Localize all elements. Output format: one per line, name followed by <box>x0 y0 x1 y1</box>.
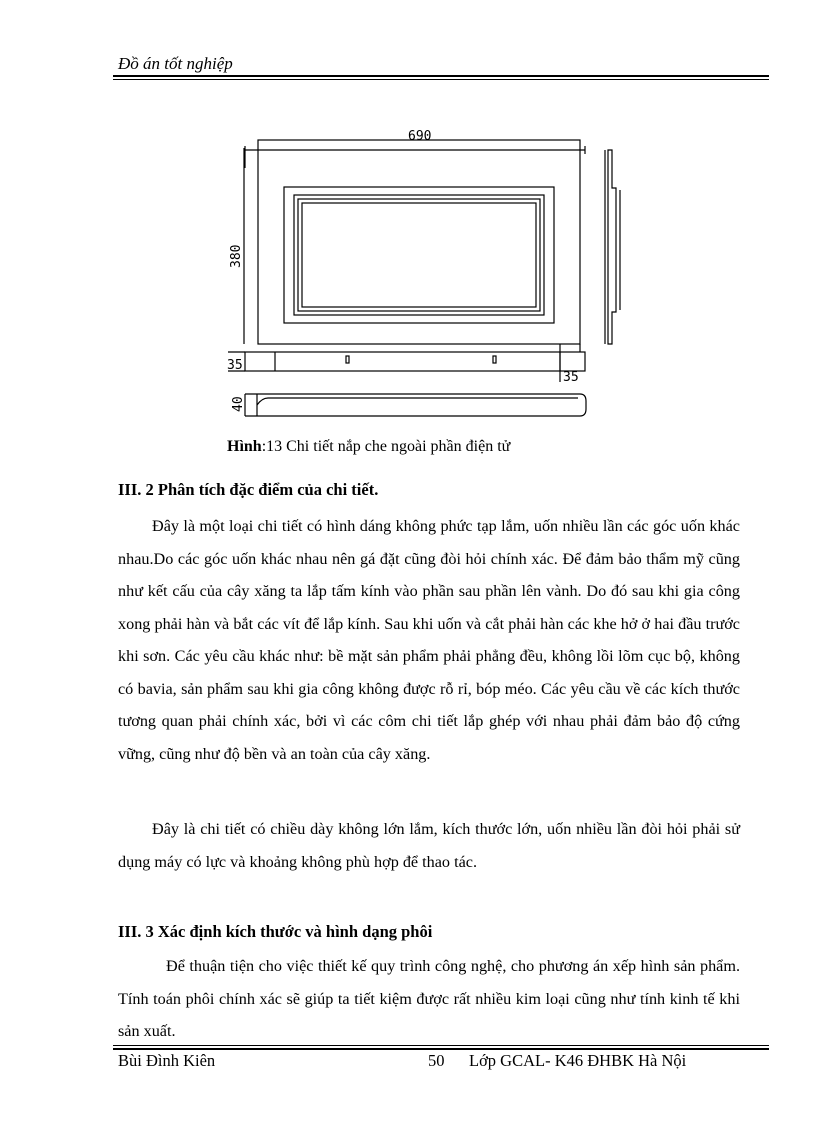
dimension-label-right-35: 35 <box>563 370 579 385</box>
caption-text: :13 Chi tiết nắp che ngoài phần điện tử <box>261 438 511 455</box>
header-rule-thick <box>113 75 769 77</box>
screw-slot-right <box>493 356 496 363</box>
section-3-heading: III. 3 Xác định kích thước và hình dạng phôi <box>118 922 433 941</box>
screw-slot-left <box>346 356 349 363</box>
header-title: Đồ án tốt nghiệp <box>118 54 233 73</box>
dimension-label-height: 380 <box>229 244 244 268</box>
outer-panel-outline <box>258 140 580 344</box>
footer-rule-thin <box>113 1045 769 1046</box>
dimension-label-left-35: 35 <box>227 358 243 373</box>
section-2-heading: III. 2 Phân tích đặc điểm của chi tiết. <box>118 480 379 499</box>
bottom-rail <box>245 352 585 371</box>
raised-frame-inner <box>298 199 540 311</box>
footer-page-number: 50 <box>428 1051 445 1070</box>
section-3-paragraph-1: Để thuận tiện cho việc thiết kế quy trình công nghệ, cho phương án xếp hình sản phẩm. Tính toán phôi chính xác sẽ giúp ta tiết kiệm được rất nhiều kim loại cũng như tính kinh tế khi sản xuất. <box>118 957 740 1040</box>
section-2-paragraph-2: Đây là chi tiết có chiều dày không lớn lắm, kích thước lớn, uốn nhiều lần đòi hỏi phải sử dụng máy có lực và khoảng không phù hợp để thao tác. <box>118 820 740 871</box>
figure-caption <box>227 438 510 456</box>
footer-class-info: Lớp GCAL- K46 ĐHBK Hà Nội <box>469 1051 687 1070</box>
window-opening <box>302 203 536 307</box>
dimension-label-width: 690 <box>408 129 432 144</box>
section-2-paragraph-1: Đây là một loại chi tiết có hình dáng không phức tạp lắm, uốn nhiều lần các góc uốn khác nhau.Do các góc uốn khác nhau nên gá đặt cũng đòi hỏi chính xác. Để đảm bảo thẩm mỹ cũng như kết cấu của cây xăng ta lắp tấm kính vào phần sau phần lên vành. Do đó sau khi gia công xong phải hàn và bắt các vít để lắp kính. Sau khi uốn và cắt phải hàn các khe hở ở hai đầu trước khi sơn. Các yêu cầu khác như: bề mặt sản phẩm phải phẳng đều, không lồi lõm cục bộ, không có bavia, sản phẩm sau khi gia công không được rỗ rỉ, bóp méo. Các yêu cầu về các kích thước tương quan phải chính xác, bởi vì các côm chi tiết lắp ghép với nhau phải đảm bảo độ cứng vững, cũng như độ bền và an toàn của cây xăng. <box>118 517 740 763</box>
footer-author: Bùi Đình Kiên <box>118 1051 216 1070</box>
middle-frame-outline <box>284 187 554 323</box>
caption-label: Hình <box>227 438 262 455</box>
side-view-profile <box>608 150 616 344</box>
technical-drawing <box>220 122 640 422</box>
bottom-profile-view <box>245 394 586 416</box>
footer-rule-thick <box>113 1048 769 1050</box>
raised-frame-outer <box>294 195 544 315</box>
header-rule-thin <box>113 79 769 80</box>
dimension-label-thickness: 40 <box>231 396 246 412</box>
